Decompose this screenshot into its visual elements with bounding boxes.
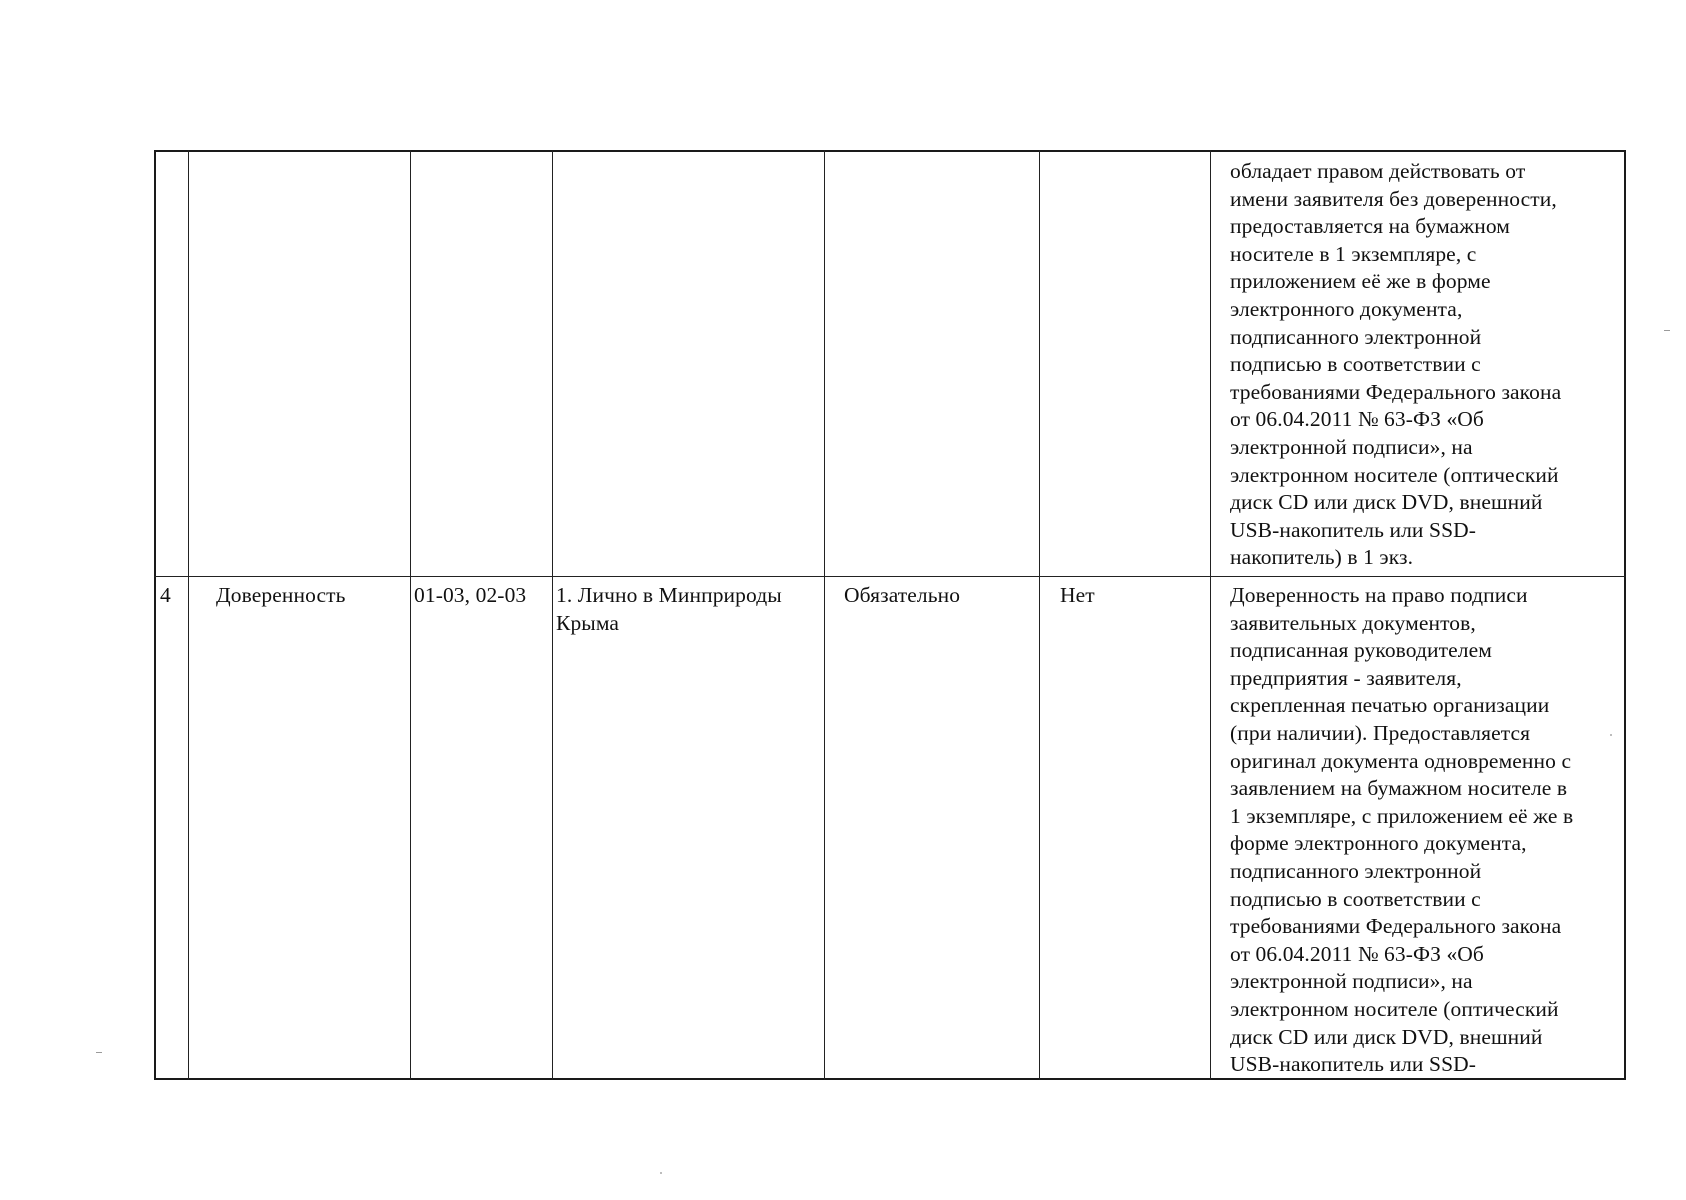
scan-mark [1664,330,1670,331]
table-cell-description: Доверенность на право подписи заявительных документов, подписанная руководителем предприятия - заявителя, скрепленная печатью организации (при наличии). Предоставляется оригинал документа одновременно с заявлением на бумажном носителе в 1 экземпляре, с приложением её же в форме электронного документа, подписанного электронной подписью в соответствии с требованиями Федерального закона от 06.04.2011 № 63-ФЗ «Об электронной подписи», на электронном носителе (оптический диск CD или диск DVD, внешний USB-накопитель или SSD- [1230,583,1574,1077]
table-cell-document-name: Доверенность [216,583,346,607]
table-cell-submission-method: 1. Лично в Минприроды Крыма [556,583,782,635]
table-cell-row-number: 4 [160,583,171,607]
column-divider [410,150,411,1080]
column-divider [552,150,553,1080]
column-divider [824,150,825,1080]
table-cell-option: Нет [1060,583,1095,607]
table-cell-description-continuation: обладает правом действовать от имени заявителя без доверенности, предоставляется на бумажном носителе в 1 экземпляре, с приложением её же в форме электронного документа, подписанного электронной подписью в соответствии с требованиями Федерального закона от 06.04.2011 № 63-ФЗ «Об электронной подписи», на электронном носителе (оптический диск CD или диск DVD, внешний USB-накопитель или SSD- накопитель) в 1 экз. [1230,159,1562,570]
row-divider [154,576,1626,577]
requirements-table [154,150,1626,1080]
table-cell-requirement: Обязательно [844,583,961,607]
scan-mark [1610,734,1612,736]
scan-mark [96,1052,102,1053]
table-cell-codes: 01-03, 02-03 [414,583,527,607]
scan-mark [660,1172,662,1174]
column-divider [1210,150,1211,1080]
column-divider [1039,150,1040,1080]
column-divider [188,150,189,1080]
